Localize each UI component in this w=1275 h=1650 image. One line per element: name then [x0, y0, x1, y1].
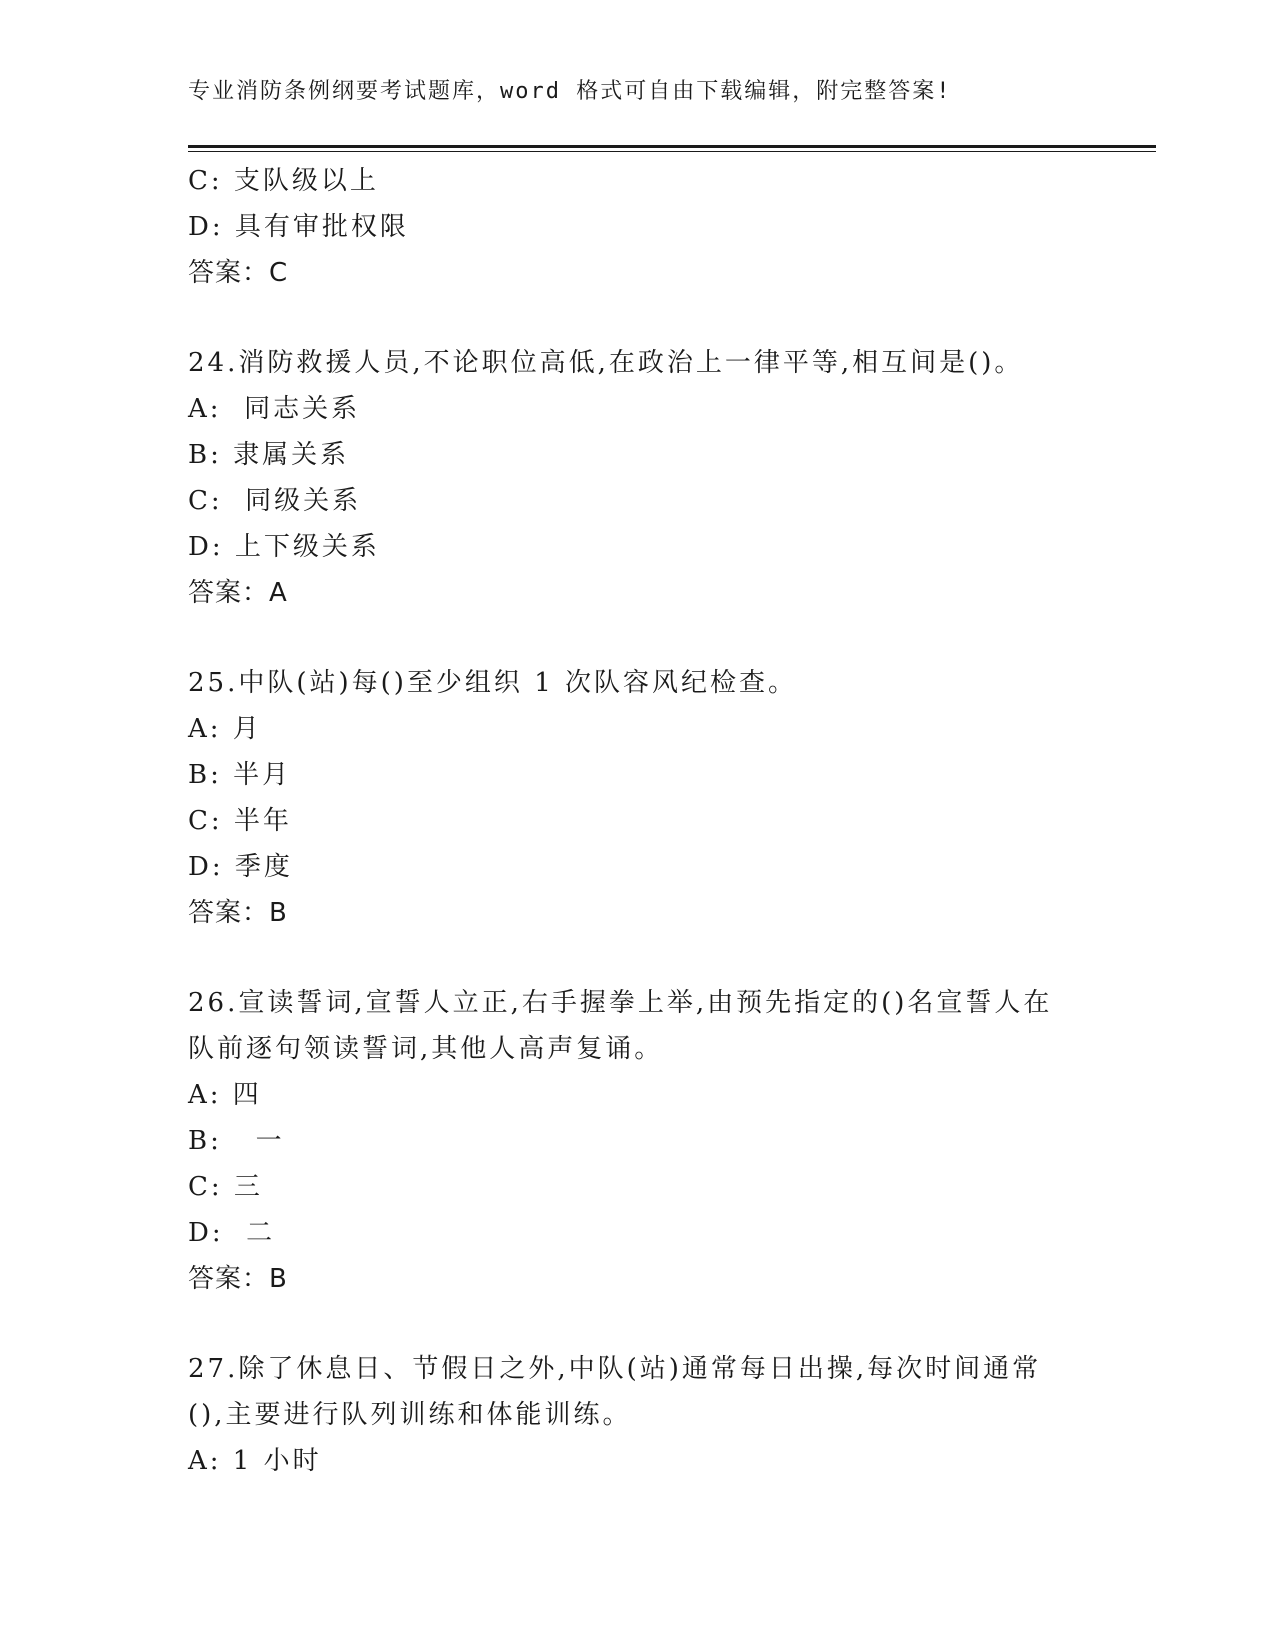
spacer	[188, 616, 1088, 660]
spacer	[188, 296, 1088, 340]
option-d: D: 季度	[188, 852, 293, 882]
spacer	[188, 1302, 1088, 1346]
spacer	[188, 936, 1088, 980]
option-c: C: 三	[188, 1172, 263, 1202]
option-d: D: 具有审批权限	[188, 212, 409, 242]
header-rule-thin	[188, 151, 1156, 152]
question-list	[188, 158, 1088, 1484]
page-header: 专业消防条例纲要考试题库，word 格式可自由下载编辑，附完整答案!	[188, 79, 952, 104]
option-c: C: 同级关系	[188, 486, 362, 516]
option-a: A: 四	[188, 1080, 262, 1110]
question-text: 26.宣读誓词,宣誓人立正,右手握拳上举,由预先指定的()名宣誓人在	[188, 988, 1053, 1018]
option-b: B: 一	[188, 1126, 285, 1156]
option-a: A: 月	[188, 714, 262, 744]
question-text-continued: (),主要进行队列训练和体能训练。	[188, 1400, 632, 1430]
header-rule-thick	[188, 145, 1156, 148]
question-text: 27.除了休息日、节假日之外,中队(站)通常每日出操,每次时间通常	[188, 1354, 1042, 1384]
question-fragment	[188, 158, 1088, 296]
answer-line: 答案：B	[188, 898, 288, 928]
question-24	[188, 340, 1088, 616]
option-c: C: 支队级以上	[188, 166, 379, 196]
option-b: B: 半月	[188, 760, 292, 790]
option-d: D: 二	[188, 1218, 276, 1248]
question-25	[188, 660, 1088, 936]
option-a: A: 1 小时	[188, 1446, 322, 1476]
question-27	[188, 1346, 1088, 1484]
question-text: 24.消防救援人员,不论职位高低,在政治上一律平等,相互间是()。	[188, 348, 1024, 378]
question-text: 25.中队(站)每()至少组织 1 次队容风纪检查。	[188, 668, 797, 698]
option-a: A: 同志关系	[188, 394, 361, 424]
option-b: B: 隶属关系	[188, 440, 350, 470]
answer-line: 答案：A	[188, 578, 288, 608]
answer-line: 答案：C	[188, 258, 289, 288]
option-d: D: 上下级关系	[188, 532, 380, 562]
option-c: C: 半年	[188, 806, 292, 836]
answer-line: 答案：B	[188, 1264, 288, 1294]
question-text-continued: 队前逐句领读誓词,其他人高声复诵。	[188, 1034, 664, 1064]
question-26	[188, 980, 1088, 1302]
